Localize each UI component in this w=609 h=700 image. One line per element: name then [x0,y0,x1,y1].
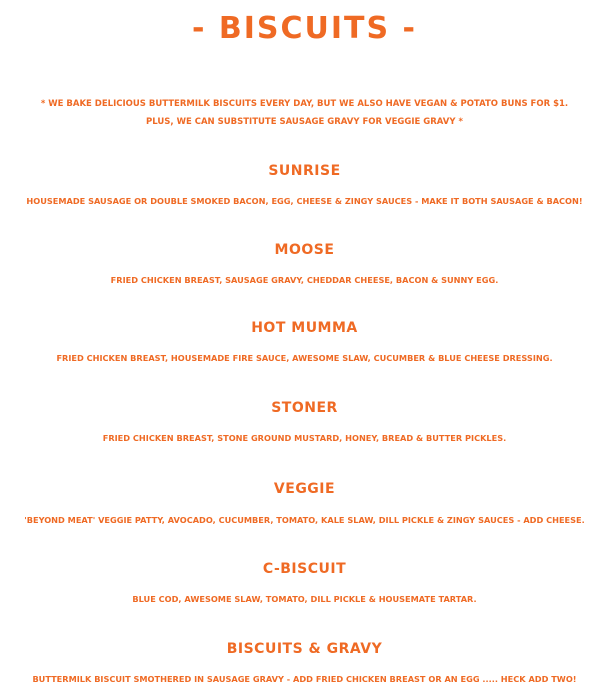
menu-note [0,95,609,131]
menu-item-description-hot-mumma: FRIED CHICKEN BREAST, HOUSEMADE FIRE SAUCE, AWESOME SLAW, CUCUMBER & BLUE CHEESE DRESSING. [56,353,553,363]
menu-item-description-c-biscuit: BLUE COD, AWESOME SLAW, TOMATO, DILL PICKLE & HOUSEMATE TARTAR. [132,594,477,604]
menu-item-name-c-biscuit: C-BISCUIT [262,561,347,577]
menu-item-name-veggie: VEGGIE [273,481,336,497]
menu-note-line-1: * WE BAKE DELICIOUS BUTTERMILK BISCUITS EVERY DAY, BUT WE ALSO HAVE VEGAN & POTATO BUNS FOR $1. [40,99,569,109]
menu-item-description-moose: FRIED CHICKEN BREAST, SAUSAGE GRAVY, CHEDDAR CHEESE, BACON & SUNNY EGG. [110,275,499,285]
menu-item-description-veggie: 'BEYOND MEAT' VEGGIE PATTY, AVOCADO, CUCUMBER, TOMATO, KALE SLAW, DILL PICKLE & ZINGY SAUCES - ADD CHEESE. [24,515,585,525]
menu-note-line-2: PLUS, WE CAN SUBSTITUTE SAUSAGE GRAVY FOR VEGGIE GRAVY * [146,117,463,127]
menu-item-description-stoner: FRIED CHICKEN BREAST, STONE GROUND MUSTARD, HONEY, BREAD & BUTTER PICKLES. [102,433,507,443]
menu-item-name-biscuits-gravy: BISCUITS & GRAVY [226,641,383,657]
page-title: - BISCUITS - [191,11,418,46]
menu-item-name-moose: MOOSE [274,242,335,258]
menu-item-description-biscuits-gravy: BUTTERMILK BISCUIT SMOTHERED IN SAUSAGE GRAVY - ADD FRIED CHICKEN BREAST OR AN EGG ..... HECK ADD TWO! [32,674,577,684]
menu-item-name-sunrise: SUNRISE [268,163,341,179]
menu-item-description-sunrise: HOUSEMADE SAUSAGE OR DOUBLE SMOKED BACON, EGG, CHEESE & ZINGY SAUCES - MAKE IT BOTH SAUSAGE & BACON! [26,196,583,206]
menu-item-name-stoner: STONER [271,400,338,416]
menu-item-name-hot-mumma: HOT MUMMA [251,320,358,336]
